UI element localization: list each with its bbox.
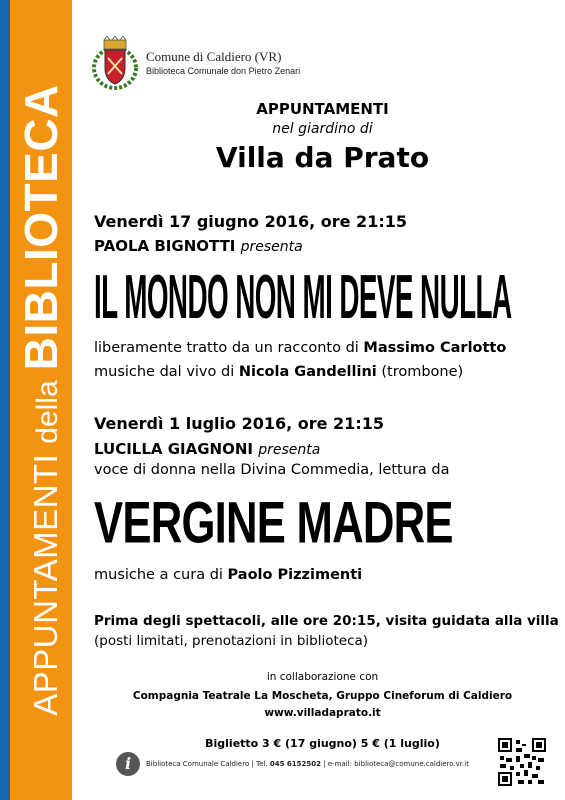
event1-author: Massimo Carlotto [363, 340, 507, 356]
footer-contact-text: Biblioteca Comunale Caldiero | Tel. [146, 760, 268, 768]
heading-villa-da-prato: Villa da Prato [215, 141, 430, 174]
ticket-prices: Biglietto 3 € (17 giugno) 5 € (1 luglio) [205, 737, 440, 750]
website-link[interactable]: www.villadaprato.it [264, 707, 381, 719]
biblioteca-name: Biblioteca Comunale don Pietro Zenari [146, 66, 301, 76]
collab-label: in collaborazione con [266, 671, 379, 683]
sidebar-word-della: della [31, 380, 64, 444]
event1-instrument: (trombone) [381, 364, 464, 380]
collab-partners: Compagnia Teatrale La Moscheta, Gruppo Cineforum di Caldiero [132, 690, 513, 702]
sidebar-banner [0, 0, 74, 800]
heading-nel-giardino: nel giardino di [272, 121, 373, 137]
footer-email: | e-mail: biblioteca@comune.caldiero.vr.it [323, 760, 469, 768]
event1-desc2-text: musiche dal vivo di [94, 364, 235, 380]
event2-show-title: VERGINE MADRE [94, 489, 453, 556]
event1-desc1-text: liberamente tratto da un racconto di [94, 340, 359, 356]
sidebar-blue-stripe [0, 0, 10, 800]
event1-performer-line [94, 237, 303, 255]
event1-performer: PAOLA BIGNOTTI [94, 237, 236, 255]
note-posti: (posti limitati, prenotazioni in biblioteca) [94, 633, 369, 649]
event1-show-title: IL MONDO NON MI DEVE NULLA [94, 263, 512, 333]
qr-code-icon [498, 738, 546, 786]
sidebar-word-biblioteca: BIBLIOTECA [15, 84, 67, 371]
event1-presenta: presenta [240, 239, 303, 255]
event1-musician: Nicola Gandellini [238, 364, 377, 380]
sidebar-word-appuntamenti: APPUNTAMENTI [27, 453, 64, 716]
event1-desc1 [94, 340, 506, 356]
event2-performer: LUCILLA GIAGNONI [94, 440, 253, 458]
footer-phone: 045 6152502 [269, 760, 321, 768]
heading-appuntamenti: APPUNTAMENTI [256, 100, 389, 118]
event1-desc2 [94, 364, 463, 380]
event2-music [94, 567, 362, 583]
sidebar-vertical-title [14, 84, 68, 716]
note-visita: Prima degli spettacoli, alle ore 20:15, visita guidata alla villa [94, 613, 559, 629]
event2-performer-line [94, 440, 320, 458]
event2-subtitle: voce di donna nella Divina Commedia, lettura da [94, 462, 450, 478]
comune-name: Comune di Caldiero (VR) [146, 49, 282, 64]
footer-contact [146, 760, 469, 768]
event2-music-text: musiche a cura di [94, 567, 223, 583]
event2-music-name: Paolo Pizzimenti [227, 567, 363, 583]
info-icon: i [116, 752, 140, 776]
event2-date: Venerdì 1 luglio 2016, ore 21:15 [94, 414, 384, 433]
event1-date: Venerdì 17 giugno 2016, ore 21:15 [94, 212, 407, 231]
event2-presenta: presenta [258, 442, 321, 458]
municipal-crest-icon [92, 36, 138, 90]
